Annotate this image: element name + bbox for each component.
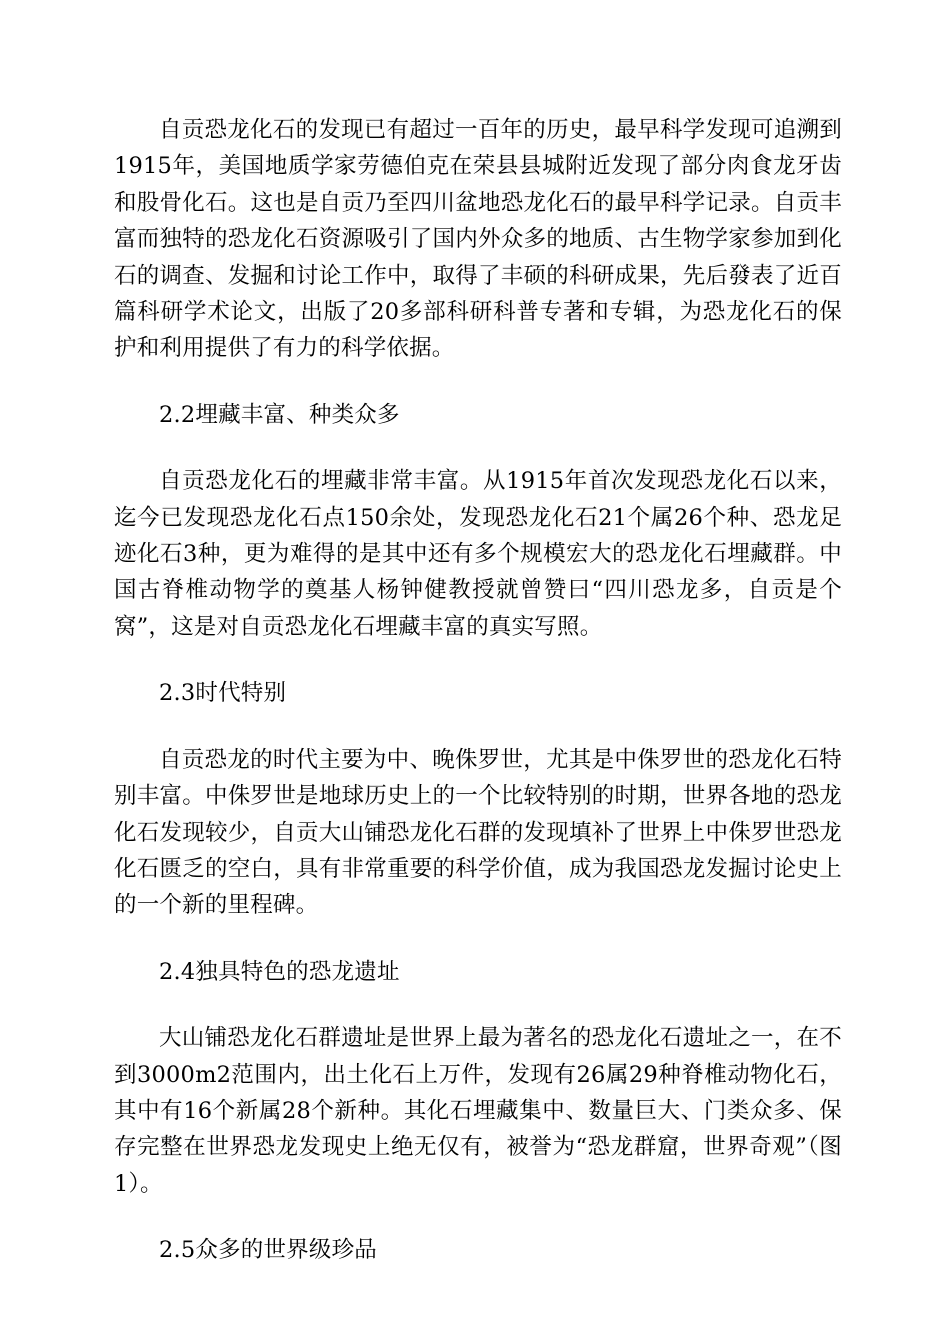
section-heading-2-5: 2.5众多的世界级珍品 — [159, 1237, 377, 1264]
spacer — [114, 990, 842, 1020]
paragraph-abundant-burial: 自贡恐龙化石的埋藏非常丰富。从1915年首次发现恐龙化石以来，迄今已发现恐龙化石点150余处，发现恐龙化石21个属26个种、恐龙足迹化石3种，更为难得的是其中还有多个规模宏大的恐龙化石埋藏群。中国古脊椎动物学的奠基人杨钟健教授就曾赞曰“四川恐龙多，自贡是个窝”，这是对自贡恐龙化石埋藏丰富的真实写照。 — [114, 468, 842, 640]
spacer — [114, 712, 842, 742]
spacer — [114, 645, 842, 675]
paragraph-unique-site: 大山铺恐龙化石群遗址是世界上最为著名的恐龙化石遗址之一，在不到3000m2范围内，出土化石上万件，发现有26属29种脊椎动物化石，其中有16个新属28个新种。其化石埋藏集中、数量巨大、门类众多、保存完整在世界恐龙发现史上绝无仅有，被誉为“恐龙群窟，世界奇观”（图1）。 — [114, 1025, 842, 1197]
paragraph-special-era: 自贡恐龙的时代主要为中、晚侏罗世，尤其是中侏罗世的恐龙化石特别丰富。中侏罗世是地球历史上的一个比较特别的时期，世界各地的恐龙化石发现较少，自贡大山铺恐龙化石群的发现填补了世界上中侏罗世恐龙化石匮乏的空白，具有非常重要的科学价值，成为我国恐龙发掘讨论史上的一个新的里程碑。 — [114, 746, 842, 919]
document-page — [114, 112, 842, 1269]
paragraph-discovery-history: 自贡恐龙化石的发现已有超过一百年的历史，最早科学发现可追溯到1915年，美国地质学家劳德伯克在荣县县城附近发现了部分肉食龙牙齿和股骨化石。这也是自贡乃至四川盆地恐龙化石的最早科学记录。自贡丰富而独特的恐龙化石资源吸引了国内外众多的地质、古生物学家参加到化石的调查、发掘和讨论工作中，取得了丰硕的科研成果，先后發表了近百篇科研学术论文，出版了20多部科研科普专著和专辑，为恐龙化石的保护和利用提供了有力的科学依据。 — [114, 117, 842, 362]
spacer — [114, 1202, 842, 1232]
section-heading-2-3: 2.3时代特别 — [159, 680, 287, 707]
spacer — [114, 433, 842, 463]
spacer — [114, 367, 842, 397]
spacer — [114, 924, 842, 954]
section-heading-2-4: 2.4独具特色的恐龙遗址 — [159, 958, 400, 985]
section-heading-2-2: 2.2埋藏丰富、种类众多 — [159, 401, 400, 428]
